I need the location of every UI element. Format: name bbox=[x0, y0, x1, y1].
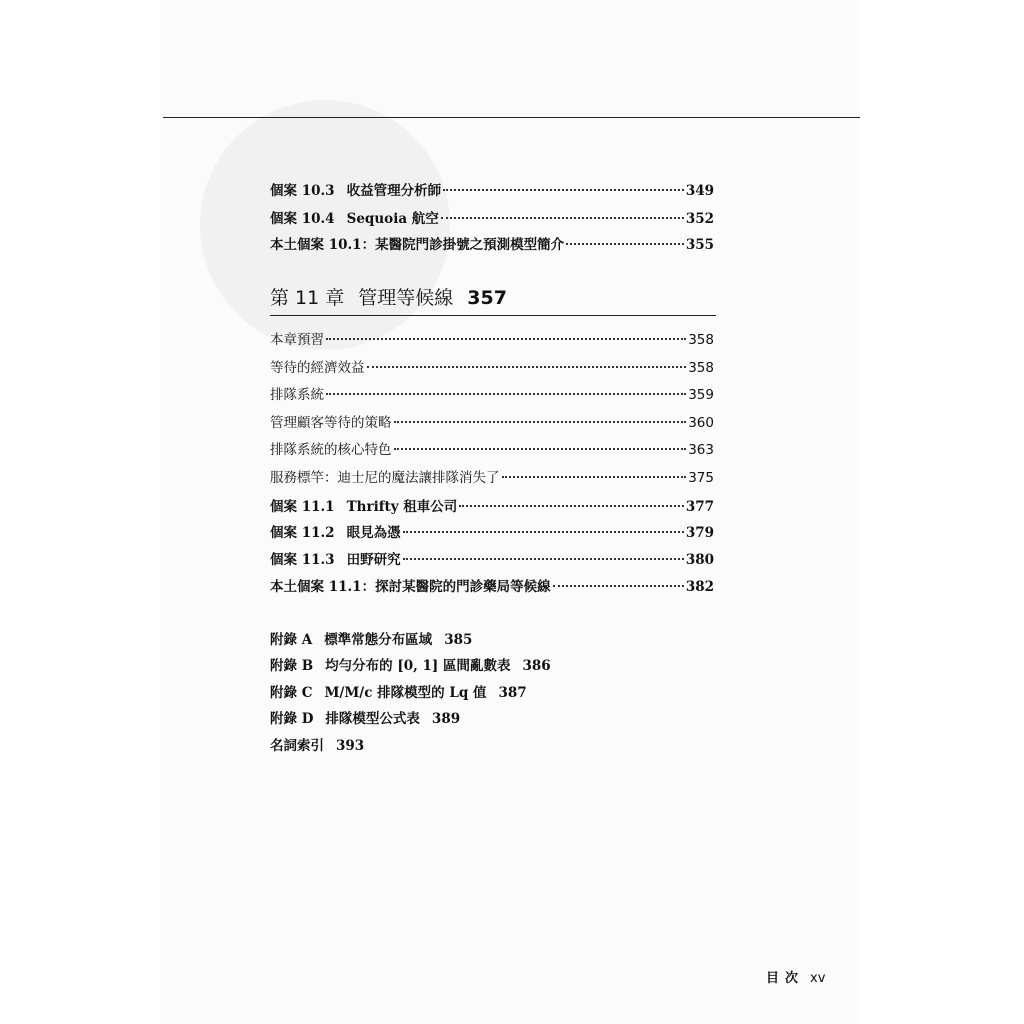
toc-entry-section[interactable] bbox=[270, 331, 714, 349]
toc-entry-case-10-3[interactable] bbox=[270, 182, 714, 200]
appendix-page: 387 bbox=[498, 685, 527, 701]
entry-title: Thrifty 租車公司 bbox=[346, 499, 458, 515]
leader-dots bbox=[441, 217, 684, 219]
toc-entry-case-10-4[interactable] bbox=[270, 210, 714, 228]
entry-title: 管理顧客等待的策略 bbox=[270, 415, 392, 431]
appendix-page: 389 bbox=[431, 711, 461, 727]
entry-page: 380 bbox=[685, 552, 714, 568]
entry-page: 377 bbox=[685, 499, 714, 515]
leader-dots bbox=[394, 448, 687, 450]
toc-entry-section[interactable] bbox=[270, 469, 714, 487]
entry-page: 352 bbox=[685, 211, 714, 227]
toc-appendix-b[interactable] bbox=[270, 657, 551, 675]
entry-title: Sequoia 航空 bbox=[346, 211, 439, 227]
leader-dots bbox=[403, 558, 684, 560]
toc-entry-local-case-11-1[interactable] bbox=[270, 578, 714, 596]
leader-dots bbox=[367, 366, 687, 368]
appendix-page: 386 bbox=[522, 658, 551, 674]
entry-title: 排隊系統 bbox=[270, 387, 324, 403]
entry-page: 363 bbox=[688, 442, 714, 458]
entry-title: 本土個案 11.1：探討某醫院的門診藥局等候線 bbox=[270, 579, 551, 595]
toc-entry-case-11-3[interactable] bbox=[270, 551, 714, 569]
entry-title: 等待的經濟效益 bbox=[270, 360, 365, 376]
appendix-page: 385 bbox=[444, 632, 473, 648]
entry-page: 360 bbox=[688, 415, 714, 431]
leader-dots bbox=[443, 189, 684, 191]
entry-title: 排隊系統的核心特色 bbox=[270, 442, 392, 458]
entry-page: 349 bbox=[685, 183, 714, 199]
entry-number: 個案 11.2 bbox=[270, 525, 335, 541]
entry-page: 358 bbox=[688, 332, 714, 348]
entry-number: 個案 11.3 bbox=[270, 552, 335, 568]
header-rule bbox=[163, 117, 860, 118]
appendix-label: 附錄 D bbox=[270, 711, 314, 727]
leader-dots bbox=[566, 243, 684, 245]
toc-entry-case-11-1[interactable] bbox=[270, 498, 714, 516]
entry-title: 服務標竿：迪士尼的魔法讓排隊消失了 bbox=[270, 470, 500, 486]
entry-number: 個案 11.1 bbox=[270, 499, 335, 515]
appendix-label: 附錄 A bbox=[270, 632, 313, 648]
toc-entry-section[interactable] bbox=[270, 386, 714, 404]
entry-page: 355 bbox=[685, 237, 714, 253]
leader-dots bbox=[326, 393, 686, 395]
appendix-title: M/M/c 排隊模型的 Lq 值 bbox=[324, 685, 487, 701]
appendix-page: 393 bbox=[336, 738, 365, 754]
leader-dots bbox=[403, 531, 684, 533]
entry-title: 本土個案 10.1：某醫院門診掛號之預測模型簡介 bbox=[270, 237, 565, 253]
toc-appendix-a[interactable] bbox=[270, 631, 472, 649]
toc-entry-section[interactable] bbox=[270, 414, 714, 432]
toc-appendix-c[interactable] bbox=[270, 684, 527, 702]
entry-title: 本章預習 bbox=[270, 332, 324, 348]
entry-title: 田野研究 bbox=[346, 552, 401, 568]
page-footer bbox=[766, 967, 825, 986]
appendix-title: 排隊模型公式表 bbox=[325, 711, 420, 727]
entry-page: 359 bbox=[688, 387, 714, 403]
entry-number: 個案 10.4 bbox=[270, 211, 335, 227]
appendix-label: 附錄 C bbox=[270, 685, 313, 701]
toc-entry-section[interactable] bbox=[270, 359, 714, 377]
leader-dots bbox=[502, 476, 687, 478]
entry-number: 個案 10.3 bbox=[270, 183, 335, 199]
appendix-title: 標準常態分布區域 bbox=[324, 632, 433, 648]
chapter-heading[interactable] bbox=[270, 285, 716, 311]
chapter-label: 第 11 章 bbox=[270, 287, 345, 309]
footer-title: 目次 bbox=[766, 971, 805, 986]
leader-dots bbox=[394, 421, 687, 423]
appendix-label: 附錄 B bbox=[270, 658, 314, 674]
entry-title: 眼見為憑 bbox=[346, 525, 401, 541]
entry-page: 382 bbox=[685, 579, 714, 595]
toc-index[interactable] bbox=[270, 737, 364, 755]
toc-appendix-d[interactable] bbox=[270, 710, 460, 728]
chapter-page: 357 bbox=[467, 287, 507, 309]
entry-page: 375 bbox=[688, 470, 714, 486]
leader-dots bbox=[459, 505, 684, 507]
footer-page-number: xv bbox=[810, 971, 826, 986]
chapter-title: 管理等候線 bbox=[358, 287, 454, 309]
toc-entry-section[interactable] bbox=[270, 441, 714, 459]
appendix-title: 均勻分布的 [0, 1] 區間亂數表 bbox=[325, 658, 511, 674]
appendix-title: 名詞索引 bbox=[270, 738, 324, 754]
entry-page: 379 bbox=[685, 525, 714, 541]
chapter-rule bbox=[270, 315, 716, 316]
entry-title: 收益管理分析師 bbox=[346, 183, 442, 199]
leader-dots bbox=[326, 338, 686, 340]
toc-entry-local-case-10-1[interactable] bbox=[270, 236, 714, 254]
entry-page: 358 bbox=[688, 360, 714, 376]
leader-dots bbox=[553, 585, 684, 587]
toc-entry-case-11-2[interactable] bbox=[270, 524, 714, 542]
